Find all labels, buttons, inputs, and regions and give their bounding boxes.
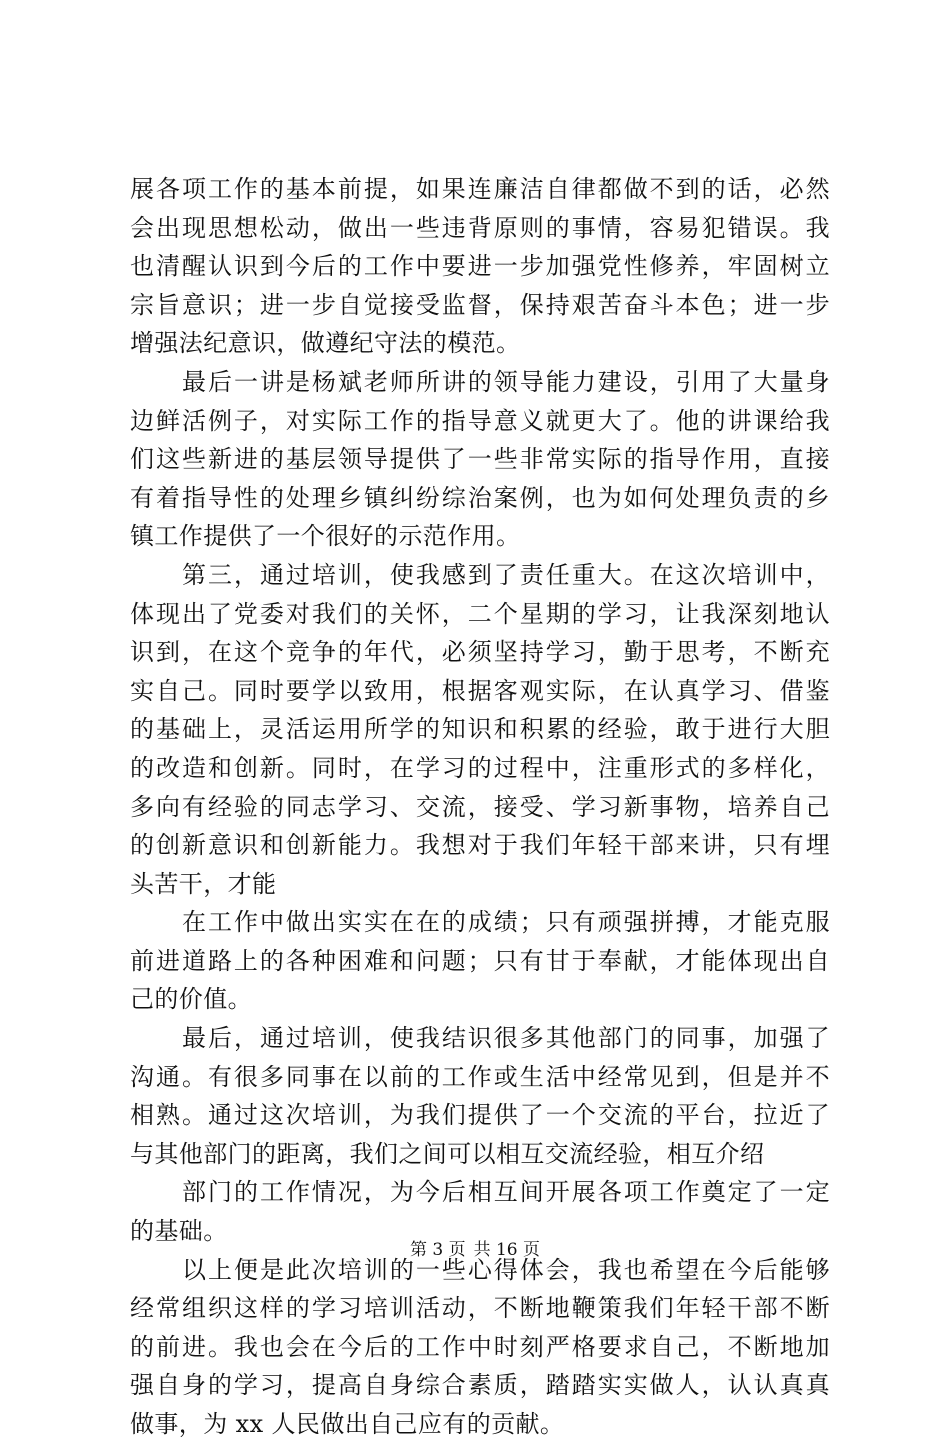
text-line: 己的价值。 — [130, 985, 252, 1014]
text-line: 第三，通过培训，使我感到了责任重大。在这次培训中， — [182, 560, 830, 589]
page-footer — [0, 1238, 950, 1262]
text-line: 最后，通过培训，使我结识很多其他部门的同事，加强了 — [182, 1024, 830, 1053]
text-line: 们这些新进的基层领导提供了一些非常实际的指导作用，直接 — [130, 445, 830, 474]
text-line: 宗旨意识；进一步自觉接受监督，保持艰苦奋斗本色；进一步 — [130, 290, 830, 319]
text-line: 沟通。有很多同事在以前的工作或生活中经常见到，但是并不 — [130, 1062, 830, 1091]
text-line: 镇工作提供了一个很好的示范作用。 — [130, 522, 521, 551]
text-line: 相熟。通过这次培训，为我们提供了一个交流的平台，拉近了 — [130, 1101, 830, 1130]
page-total: 共 16 页 — [473, 1240, 541, 1260]
text-line: 部门的工作情况，为今后相互间开展各项工作奠定了一定 — [182, 1178, 830, 1207]
text-line: 识到，在这个竞争的年代，必须坚持学习，勤于思考，不断充 — [130, 638, 830, 667]
text-line: 的前进。我也会在今后的工作中时刻严格要求自己，不断地加 — [130, 1332, 830, 1361]
text-line: 最后一讲是杨斌老师所讲的领导能力建设，引用了大量身 — [182, 367, 830, 396]
text-line: 增强法纪意识，做遵纪守法的模范。 — [130, 329, 521, 358]
text-line: 也清醒认识到今后的工作中要进一步加强党性修养，牢固树立 — [130, 252, 830, 281]
text-line: 在工作中做出实实在在的成绩；只有顽强拼搏，才能克服 — [182, 908, 830, 937]
text-line: 与其他部门的距离，我们之间可以相互交流经验，相互介绍 — [130, 1139, 765, 1168]
text-line: 经常组织这样的学习培训活动，不断地鞭策我们年轻干部不断 — [130, 1294, 830, 1323]
text-line: 的改造和创新。同时，在学习的过程中，注重形式的多样化， — [130, 753, 830, 782]
text-line: 边鲜活例子，对实际工作的指导意义就更大了。他的讲课给我 — [130, 406, 830, 435]
text-line: 的基础。 — [130, 1217, 228, 1246]
text-line: 的基础上，灵活运用所学的知识和积累的经验，敢于进行大胆 — [130, 715, 830, 744]
text-line: 头苦干，才能 — [130, 869, 277, 898]
text-line: 的创新意识和创新能力。我想对于我们年轻干部来讲，只有埋 — [130, 831, 830, 860]
text-line: 展各项工作的基本前提，如果连廉洁自律都做不到的话，必然 — [130, 175, 830, 203]
text-line: 会出现思想松动，做出一些违背原则的事情，容易犯错误。我 — [130, 213, 830, 242]
page-number: 第 3 页 — [409, 1240, 466, 1260]
text-line: 实自己。同时要学以致用，根据客观实际，在认真学习、借鉴 — [130, 676, 830, 705]
text-line: 以上便是此次培训的一些心得体会，我也希望在今后能够 — [182, 1255, 830, 1284]
text-line: 有着指导性的处理乡镇纠纷综治案例，也为如何处理负责的乡 — [130, 483, 830, 512]
text-line: 做事，为 xx 人民做出自己应有的贡献。 — [130, 1410, 565, 1438]
text-line: 强自身的学习，提高自身综合素质，踏踏实实做人，认认真真 — [130, 1371, 830, 1400]
text-line: 前进道路上的各种困难和问题；只有甘于奉献，才能体现出自 — [130, 946, 830, 975]
text-line: 多向有经验的同志学习、交流，接受、学习新事物，培养自己 — [130, 792, 830, 821]
text-line: 体现出了党委对我们的关怀，二个星期的学习，让我深刻地认 — [130, 599, 830, 628]
